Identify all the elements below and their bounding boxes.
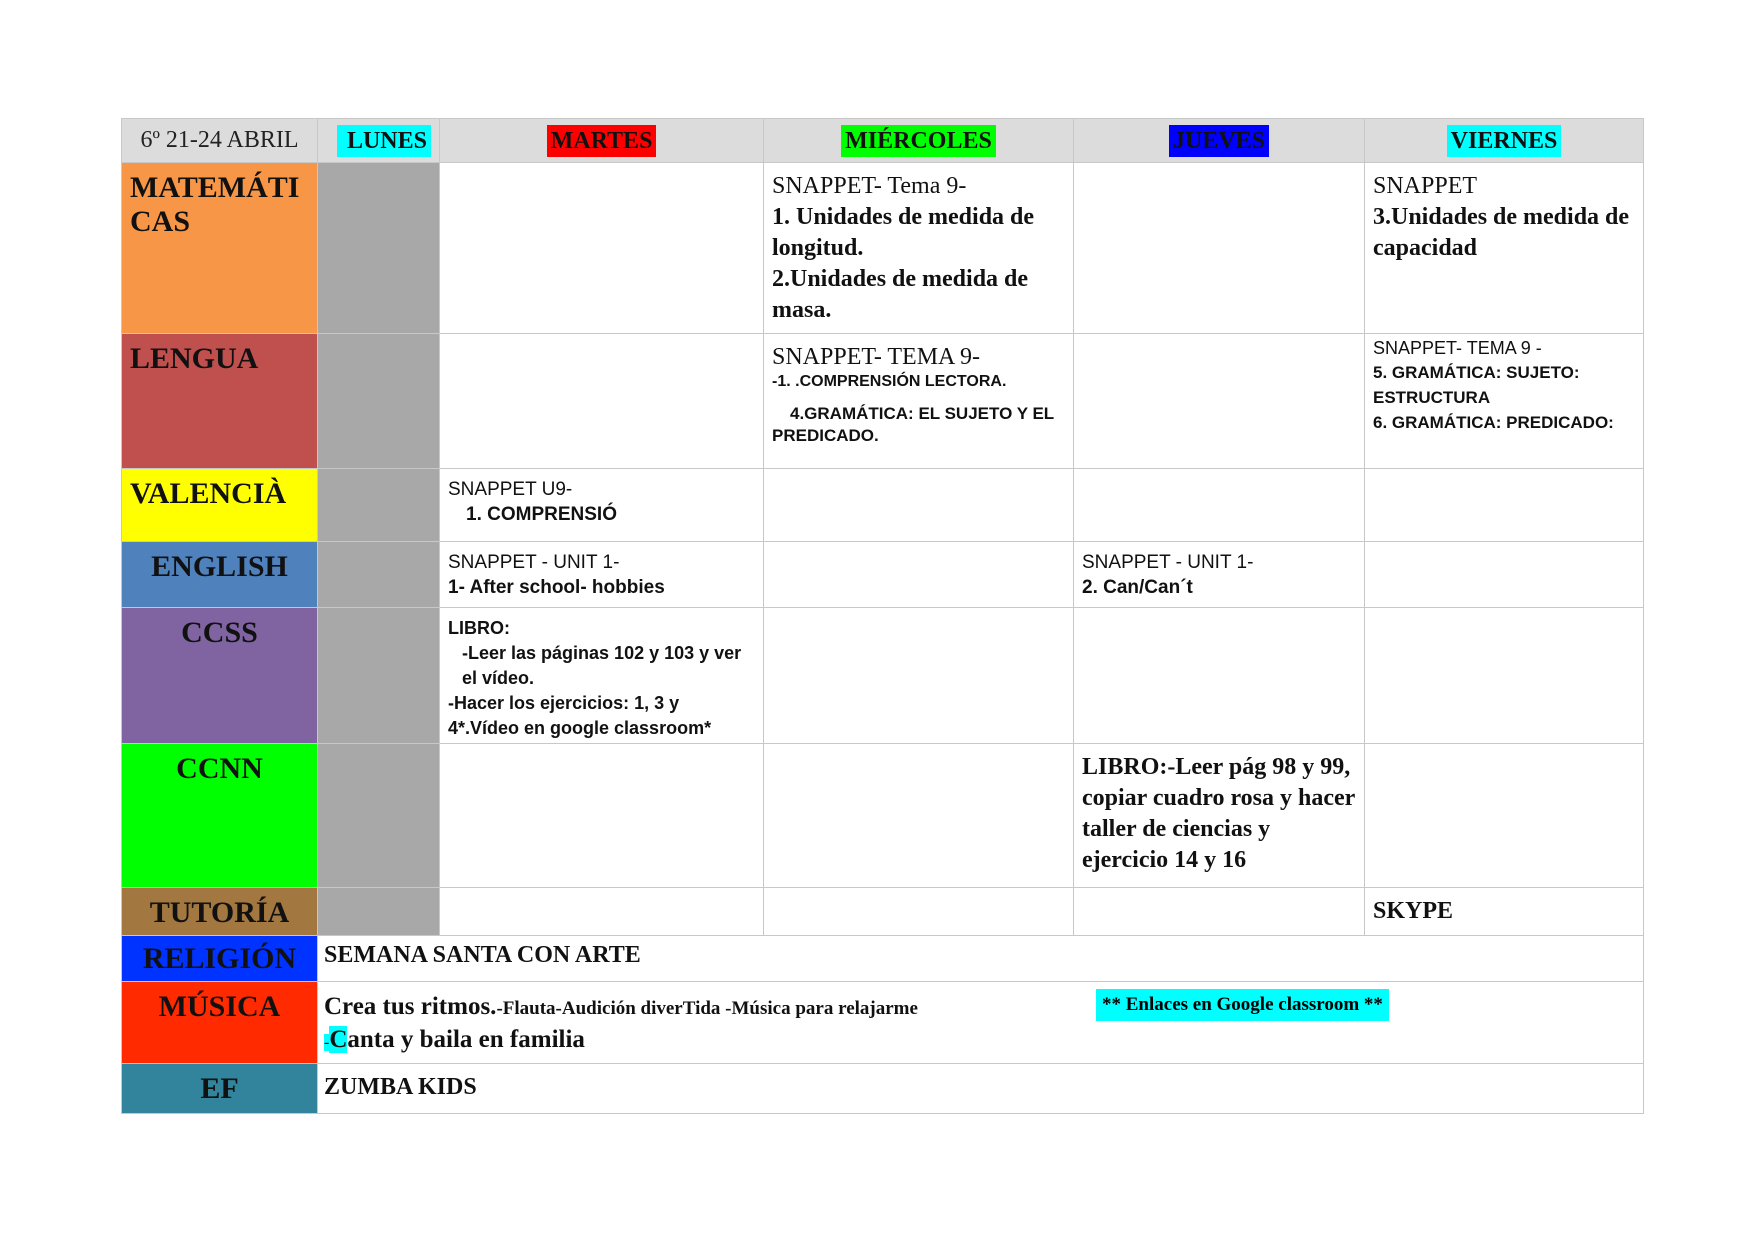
musica-part1: Crea tus ritmos. bbox=[324, 993, 497, 1020]
len-miercoles-line3: 4.GRAMÁTICA: EL SUJETO Y EL PREDICADO. bbox=[772, 404, 1054, 445]
cell-ccnn-jueves bbox=[1074, 744, 1365, 888]
day-header-viernes bbox=[1365, 119, 1644, 163]
cell-religion: SEMANA SANTA CON ARTE bbox=[318, 936, 1644, 982]
cell-mat-jueves bbox=[1074, 163, 1365, 334]
row-musica bbox=[122, 982, 1644, 1064]
cell-tut-miercoles bbox=[764, 888, 1074, 936]
cell-val-miercoles bbox=[764, 469, 1074, 542]
subject-ccnn: CCNN bbox=[122, 744, 318, 888]
cell-lunes-empty bbox=[318, 888, 440, 936]
len-viernes-line3: 6. GRAMÁTICA: PREDICADO: bbox=[1373, 413, 1614, 432]
day-header-jueves bbox=[1074, 119, 1365, 163]
subject-english: ENGLISH bbox=[122, 542, 318, 608]
val-martes-line1: SNAPPET U9- bbox=[448, 479, 573, 500]
len-miercoles-line2: -1. .COMPRENSIÓN LECTORA. bbox=[772, 373, 1007, 390]
day-label-martes: MARTES bbox=[547, 125, 657, 157]
cell-tut-martes bbox=[440, 888, 764, 936]
cell-ccss-miercoles bbox=[764, 608, 1074, 744]
enlaces-google-classroom-note: ** Enlaces en Google classroom ** bbox=[1096, 989, 1389, 1021]
subject-ef: EF bbox=[122, 1064, 318, 1114]
musica-part3: anta y baila en familia bbox=[347, 1026, 585, 1053]
week-label: 6º 21-24 ABRIL bbox=[122, 119, 318, 163]
cell-tut-jueves bbox=[1074, 888, 1365, 936]
eng-jueves-line1: SNAPPET - UNIT 1- bbox=[1082, 552, 1254, 573]
header-row bbox=[122, 119, 1644, 163]
row-english bbox=[122, 542, 1644, 608]
cell-eng-jueves bbox=[1074, 542, 1365, 608]
subject-lengua: LENGUA bbox=[122, 334, 318, 469]
row-lengua bbox=[122, 334, 1644, 469]
len-viernes-line1: SNAPPET- TEMA 9 - bbox=[1373, 338, 1542, 358]
musica-c: C bbox=[329, 1026, 348, 1053]
day-header-miercoles bbox=[764, 119, 1074, 163]
day-header-lunes bbox=[318, 119, 440, 163]
ccss-martes-line2: -Leer las páginas 102 y 103 y ver el vídeo. bbox=[462, 643, 742, 688]
len-viernes-line2: 5. GRAMÁTICA: SUJETO: ESTRUCTURA bbox=[1373, 363, 1580, 407]
cell-ef: ZUMBA KIDS bbox=[318, 1064, 1644, 1114]
cell-len-jueves bbox=[1074, 334, 1365, 469]
row-ef bbox=[122, 1064, 1644, 1114]
day-label-lunes: LUNES bbox=[337, 125, 431, 157]
row-tutoria bbox=[122, 888, 1644, 936]
day-label-viernes: VIERNES bbox=[1447, 125, 1562, 157]
row-ccnn bbox=[122, 744, 1644, 888]
row-matematicas bbox=[122, 163, 1644, 334]
val-martes-line2: 1. COMPRENSIÓ bbox=[466, 504, 617, 525]
day-header-martes bbox=[440, 119, 764, 163]
weekly-schedule-table bbox=[121, 118, 1644, 1114]
mat-miercoles-line2: 1. Unidades de medida de longitud. bbox=[772, 204, 1035, 261]
mat-viernes-line1: SNAPPET bbox=[1373, 173, 1478, 199]
cell-ccnn-martes bbox=[440, 744, 764, 888]
subject-valencia: VALENCIÀ bbox=[122, 469, 318, 542]
cell-lunes-empty bbox=[318, 542, 440, 608]
cell-ccss-martes bbox=[440, 608, 764, 744]
cell-lunes-empty bbox=[318, 469, 440, 542]
musica-part2: -Flauta-Audición diverTida -Música para relajarme bbox=[496, 998, 918, 1019]
cell-lunes-empty bbox=[318, 744, 440, 888]
cell-val-martes bbox=[440, 469, 764, 542]
subject-ccss: CCSS bbox=[122, 608, 318, 744]
eng-martes-line2: 1- After school- hobbies bbox=[448, 577, 665, 598]
cell-musica bbox=[318, 982, 1644, 1064]
tut-viernes-text: SKYPE bbox=[1373, 898, 1454, 924]
cell-tut-viernes bbox=[1365, 888, 1644, 936]
ccss-martes-line1: LIBRO: bbox=[448, 618, 510, 638]
cell-eng-viernes bbox=[1365, 542, 1644, 608]
subject-tutoria: TUTORÍA bbox=[122, 888, 318, 936]
cell-lunes-empty bbox=[318, 163, 440, 334]
len-miercoles-line1: SNAPPET- TEMA 9- bbox=[772, 344, 981, 370]
cell-ccnn-viernes bbox=[1365, 744, 1644, 888]
cell-ccnn-miercoles bbox=[764, 744, 1074, 888]
row-ccss bbox=[122, 608, 1644, 744]
subject-musica: MÚSICA bbox=[122, 982, 318, 1064]
day-label-jueves: JUEVES bbox=[1169, 125, 1269, 157]
subject-religion: RELIGIÓN bbox=[122, 936, 318, 982]
cell-len-miercoles bbox=[764, 334, 1074, 469]
cell-mat-martes bbox=[440, 163, 764, 334]
ccss-martes-line3: -Hacer los ejercicios: 1, 3 y 4*.Vídeo en google classroom* bbox=[448, 693, 712, 738]
eng-martes-line1: SNAPPET - UNIT 1- bbox=[448, 552, 620, 573]
row-religion bbox=[122, 936, 1644, 982]
cell-mat-miercoles bbox=[764, 163, 1074, 334]
cell-eng-martes bbox=[440, 542, 764, 608]
cell-len-martes bbox=[440, 334, 764, 469]
day-label-miercoles: MIÉRCOLES bbox=[841, 125, 996, 157]
mat-viernes-line2: 3.Unidades de medida de capacidad bbox=[1373, 204, 1630, 261]
eng-jueves-line2: 2. Can/Can´t bbox=[1082, 577, 1193, 598]
cell-eng-miercoles bbox=[764, 542, 1074, 608]
cell-lunes-empty bbox=[318, 608, 440, 744]
ccnn-jueves-text: LIBRO:-Leer pág 98 y 99, copiar cuadro rosa y hacer taller de ciencias y ejercicio 14 y 16 bbox=[1082, 754, 1355, 873]
cell-val-jueves bbox=[1074, 469, 1365, 542]
cell-ccss-jueves bbox=[1074, 608, 1365, 744]
cell-len-viernes bbox=[1365, 334, 1644, 469]
mat-miercoles-line3: 2.Unidades de medida de masa. bbox=[772, 266, 1029, 323]
cell-lunes-empty bbox=[318, 334, 440, 469]
cell-ccss-viernes bbox=[1365, 608, 1644, 744]
cell-mat-viernes bbox=[1365, 163, 1644, 334]
musica-dash: - bbox=[324, 1034, 330, 1051]
subject-matematicas: MATEMÁTICAS bbox=[122, 163, 318, 334]
row-valencia bbox=[122, 469, 1644, 542]
cell-val-viernes bbox=[1365, 469, 1644, 542]
mat-miercoles-line1: SNAPPET- Tema 9- bbox=[772, 173, 967, 199]
